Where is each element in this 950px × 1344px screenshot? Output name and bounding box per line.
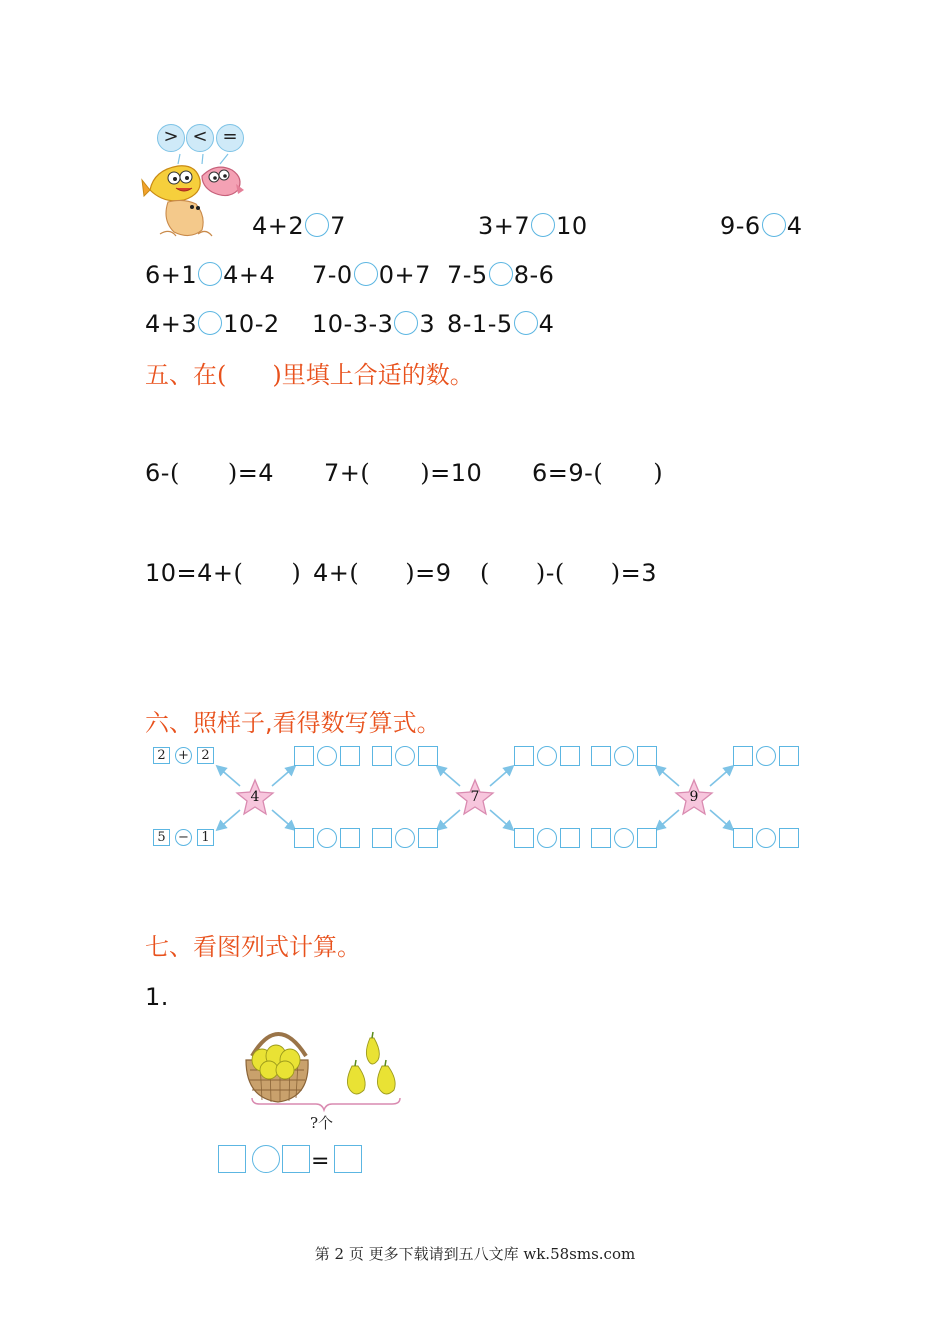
star-number: 4 — [250, 789, 260, 805]
compare-right: 4 — [786, 212, 803, 240]
answer-box[interactable] — [282, 1145, 310, 1173]
compare-left: 8-1-5 — [447, 310, 513, 338]
result-box[interactable] — [334, 1145, 362, 1173]
answer-box[interactable] — [779, 746, 799, 766]
fish-mascot-icon — [140, 150, 245, 240]
compare-right: 8-6 — [513, 261, 555, 289]
compare-item — [478, 211, 588, 241]
answer-box[interactable] — [218, 1145, 246, 1173]
star-number: 7 — [470, 789, 480, 805]
answer-operator-circle[interactable] — [395, 828, 415, 848]
answer-box[interactable] — [418, 828, 438, 848]
answer-box[interactable] — [372, 746, 392, 766]
compare-left: 10-3-3 — [312, 310, 394, 338]
compare-answer-circle[interactable] — [762, 213, 786, 237]
section7-heading: 七、看图列式计算。 — [145, 933, 361, 961]
compare-answer-circle[interactable] — [394, 311, 418, 335]
greater-than-bubble: > — [157, 124, 185, 152]
compare-right: 10 — [556, 212, 588, 240]
answer-operator-circle[interactable] — [537, 746, 557, 766]
answer-box[interactable] — [591, 746, 611, 766]
compare-left: 4+2 — [252, 212, 305, 240]
fill-item: 10=4+( ) — [145, 559, 302, 587]
compare-item — [312, 260, 431, 290]
answer-operator-circle[interactable] — [756, 746, 776, 766]
compare-answer-circle[interactable] — [489, 262, 513, 286]
compare-item — [145, 309, 280, 339]
answer-box[interactable] — [733, 746, 753, 766]
item-number: 1. — [145, 983, 169, 1011]
answer-box[interactable] — [340, 746, 360, 766]
answer-box[interactable] — [779, 828, 799, 848]
compare-section — [0, 0, 950, 350]
compare-answer-circle[interactable] — [198, 311, 222, 335]
star-diagram-area — [0, 740, 950, 860]
section5-heading-a: 五、在 — [145, 361, 217, 389]
page-footer: 第 2 页 更多下载请到五八文库 wk.58sms.com — [314, 1245, 636, 1263]
answer-box[interactable] — [560, 828, 580, 848]
example-number-box: 1 — [197, 829, 214, 846]
compare-answer-circle[interactable] — [354, 262, 378, 286]
fill-item: 7+( )=10 — [324, 459, 483, 487]
fill-item: 4+( )=9 — [313, 559, 452, 587]
compare-item — [447, 260, 554, 290]
answer-box[interactable] — [372, 828, 392, 848]
example-number-box: 5 — [153, 829, 170, 846]
answer-box[interactable] — [514, 746, 534, 766]
equals-bubble: = — [216, 124, 244, 152]
example-operator-circle: + — [175, 747, 192, 764]
compare-right: 0+7 — [378, 261, 431, 289]
answer-box[interactable] — [560, 746, 580, 766]
less-than-bubble: < — [186, 124, 214, 152]
answer-operator-circle[interactable] — [756, 828, 776, 848]
fill-item: 6-( )=4 — [145, 459, 275, 487]
example-operator-circle: − — [175, 829, 192, 846]
compare-item — [145, 260, 275, 290]
compare-answer-circle[interactable] — [198, 262, 222, 286]
compare-left: 7-5 — [447, 261, 488, 289]
compare-left: 3+7 — [478, 212, 531, 240]
answer-box[interactable] — [514, 828, 534, 848]
compare-item — [447, 309, 554, 339]
star-number: 9 — [689, 789, 699, 805]
fill-item: ( )-( )=3 — [480, 559, 658, 587]
compare-answer-circle[interactable] — [514, 311, 538, 335]
compare-left: 7-0 — [312, 261, 353, 289]
answer-box[interactable] — [637, 828, 657, 848]
answer-operator-circle[interactable] — [317, 746, 337, 766]
section5-heading: 五、在( )里填上合适的数。 — [145, 361, 474, 389]
section5-heading-b: 里填上合适的数。 — [281, 361, 474, 389]
answer-box[interactable] — [637, 746, 657, 766]
answer-operator-circle[interactable] — [317, 828, 337, 848]
compare-left: 9-6 — [720, 212, 761, 240]
equals-sign: = — [311, 1149, 330, 1174]
compare-item — [720, 211, 802, 241]
compare-item — [312, 309, 435, 339]
answer-operator-circle[interactable] — [614, 828, 634, 848]
answer-box[interactable] — [294, 746, 314, 766]
example-number-box: 2 — [153, 747, 170, 764]
compare-item — [252, 211, 346, 241]
compare-answer-circle[interactable] — [531, 213, 555, 237]
compare-right: 7 — [330, 212, 346, 240]
answer-operator-circle[interactable] — [252, 1145, 280, 1173]
answer-operator-circle[interactable] — [614, 746, 634, 766]
brace-label: ?个 — [310, 1114, 334, 1132]
section6-heading: 六、照样子,看得数写算式。 — [145, 709, 441, 737]
compare-right: 10-2 — [223, 310, 280, 338]
example-number-box: 2 — [197, 747, 214, 764]
answer-box[interactable] — [418, 746, 438, 766]
answer-operator-circle[interactable] — [395, 746, 415, 766]
answer-box[interactable] — [733, 828, 753, 848]
compare-right: 3 — [419, 310, 436, 338]
answer-box[interactable] — [294, 828, 314, 848]
answer-box[interactable] — [591, 828, 611, 848]
answer-box[interactable] — [340, 828, 360, 848]
pears-basket-illustration — [240, 1016, 410, 1116]
compare-answer-circle[interactable] — [305, 213, 329, 237]
compare-left: 4+3 — [145, 310, 198, 338]
compare-right: 4 — [538, 310, 555, 338]
compare-right: 4+4 — [223, 261, 276, 289]
fill-item: 6=9-( ) — [532, 459, 664, 487]
answer-operator-circle[interactable] — [537, 828, 557, 848]
compare-left: 6+1 — [145, 261, 198, 289]
